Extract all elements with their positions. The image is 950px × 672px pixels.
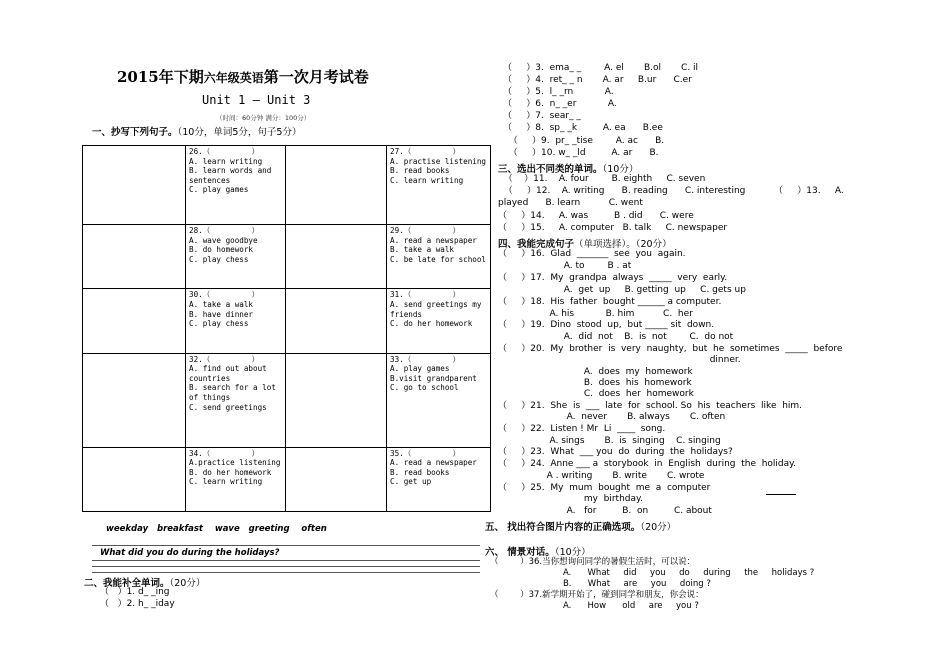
writing-line — [92, 566, 480, 567]
question-20-option-a: A. does my homework — [498, 367, 693, 377]
question-7: （ ）7. sear_ _ — [503, 111, 581, 121]
question-20-option-c: C. does her homework — [498, 389, 694, 399]
question-8: （ ）8. sp_ _k A. ea B.ee — [503, 123, 663, 133]
question-30-options: 30.（ ） A. take a walk B. have dinner C. play chess — [189, 290, 260, 329]
question-24: （ ）24. Anne ___ a storybook in English during the holiday. — [498, 459, 797, 469]
question-4: （ ）4. ret_ _ n A. ar B.ur C.er — [503, 75, 692, 85]
section2-title: 二、我能补全单词。 — [84, 578, 170, 589]
question-31-options: 31.（ ） A. send greetings my friends C. do her homework — [390, 290, 482, 329]
section6-title: 六、 情景对话。 — [485, 547, 555, 558]
section6-points: （10分） — [554, 547, 591, 558]
section2-points: （20分） — [169, 578, 206, 589]
question-18: （ ）18. His father bought ______ a computer. — [498, 297, 722, 307]
section3-title: 三、选出不同类的单词。 — [498, 164, 603, 175]
section1-points: （10分，单词5分，句子5分） — [177, 127, 302, 138]
question-15: （ ）15. A. computer B. talk C. newspaper — [498, 223, 728, 233]
section4-points: （单项选择）。（20分） — [574, 239, 672, 250]
section1-title: 一、抄写下列句子。 — [92, 127, 178, 138]
choice-cell — [186, 289, 286, 353]
question-3: （ ）3. ema_ _ A. el B.ol C. il — [503, 63, 699, 73]
question-14: （ ）14. A. was B . did C. were — [498, 211, 694, 221]
copy-words: weekday breakfast wave greeting often — [106, 524, 327, 534]
question-33-options: 33.（ ） A. play games B.visit grandparent C. go to school — [390, 354, 477, 393]
question-27-options: 27.（ ） A. practise listening B. read books C. learn writing — [390, 147, 487, 185]
question-19: （ ）19. Dino stood up, but _____ sit down. — [498, 320, 715, 330]
question-37-option-a: A. How old are you ? — [490, 601, 699, 611]
writing-line — [92, 572, 480, 573]
picture-cell — [83, 225, 186, 289]
copy-sentence: What did you do during the holidays? — [100, 548, 280, 558]
section3-points: （10分） — [602, 164, 639, 175]
question-12-13: （ ）12. A. writing B. reading C. interesting （ ）13. A. — [498, 186, 844, 196]
time-score-note: （时间：60分钟 满分：100分） — [216, 114, 311, 122]
question-22: （ ）22. Listen ! Mr Li ____ song. — [498, 424, 666, 434]
question-21: （ ）21. She is ___ late for school. So his teachers like him. — [498, 401, 803, 411]
question-36: （ ）36.当你想询问同学的暑假生活时，可以说： — [490, 557, 696, 567]
picture-cell — [286, 146, 387, 225]
writing-line — [92, 560, 480, 561]
choice-cell — [387, 447, 491, 511]
question-18-options: A. his B. him C. her — [498, 309, 693, 319]
question-17: （ ）17. My grandpa always _____ very early. — [498, 273, 728, 283]
question-20-cont: dinner. — [498, 355, 741, 365]
section3-heading — [498, 161, 638, 175]
question-19-options: A. did not B. is not C. do not — [498, 332, 734, 342]
picture-cell — [286, 353, 387, 447]
question-35-options: 35.（ ） A. read a newspaper B. read books C. get up — [390, 448, 477, 487]
choice-cell — [186, 353, 286, 447]
choice-cell — [387, 146, 491, 225]
question-16: （ ）16. Glad _______ see you again. — [498, 249, 686, 259]
section4-heading — [498, 236, 672, 250]
picture-choice-grid — [82, 145, 491, 512]
question-25-options: A. for B. on C. about — [498, 506, 712, 516]
question-11: （ ）11. A. four B. eighth C. seven — [498, 174, 706, 184]
picture-cell — [83, 447, 186, 511]
title-part-year: 2015年下期 — [117, 68, 204, 86]
exam-title — [117, 66, 369, 87]
question-9: （ ）9. pr_ _tise A. ac B. — [503, 136, 665, 146]
section6-heading — [485, 544, 591, 558]
question-13-options: played B. learn C. went — [498, 198, 643, 208]
section5-title: 五、 找出符合图片内容的正确选项。 — [485, 522, 641, 533]
picture-cell — [286, 289, 387, 353]
title-part-grade: 六年级英语 — [203, 71, 264, 85]
question-17-options: A. get up B. getting up C. gets up — [498, 285, 746, 295]
question-22-options: A. sings B. is singing C. singing — [498, 436, 721, 446]
question-6: （ ）6. n_ _er A. — [503, 99, 617, 109]
question-10: （ ）10. w_ _ld A. ar B. — [503, 148, 659, 158]
question-25: （ ）25. My mum bought me a computer — [498, 483, 711, 493]
question-20: （ ）20. My brother is very naughty, but he sometimes _____ before — [498, 344, 843, 354]
question-29-options: 29.（ ） A. read a newspaper B. take a walk C. be late for school — [390, 226, 487, 264]
writing-line — [92, 545, 480, 546]
choice-cell — [387, 225, 491, 289]
question-23: （ ）23. What ___ you do during the holidays? — [498, 447, 733, 457]
question-36-option-b: B. What are you doing ? — [490, 579, 711, 589]
choice-cell — [387, 353, 491, 447]
answer-blank-line — [766, 494, 796, 495]
section4-title: 四、我能完成句子 — [498, 239, 575, 250]
question-34-options: 34.（ ） A.practice listening B. do her homework C. learn writing — [189, 448, 281, 487]
question-25-cont: my birthday. — [498, 494, 643, 504]
question-21-options: A. never B. always C. often — [498, 412, 726, 422]
question-28-options: 28.（ ） A. wave goodbye B. do homework C. play chess — [189, 226, 260, 264]
question-5: （ ）5. l_ _rn A. — [503, 87, 614, 97]
picture-cell — [286, 225, 387, 289]
picture-cell — [83, 353, 186, 447]
question-2: （ ）2. h_ _iday — [100, 599, 175, 609]
picture-cell — [83, 146, 186, 225]
title-part-exam: 第一次月考试卷 — [263, 68, 369, 86]
question-1: （ ）1. d_ _ing — [100, 587, 170, 597]
question-16-options: A. to B . at — [498, 261, 632, 271]
units-subtitle: Unit 1 – Unit 3 — [202, 93, 311, 107]
picture-cell — [286, 447, 387, 511]
question-36-option-a: A. What did you do during the holidays ? — [490, 568, 815, 578]
choice-cell — [387, 289, 491, 353]
section5-points: （20分） — [640, 522, 677, 533]
question-26-options: 26.（ ） A. learn writing B. learn words and sentences C. play games — [189, 147, 272, 195]
question-37: （ ）37.新学期开始了，碰到同学和朋友，你会说： — [490, 590, 704, 600]
question-20-option-b: B. does his homework — [498, 378, 692, 388]
picture-cell — [83, 289, 186, 353]
question-24-options: A . writing B. write C. wrote — [498, 471, 705, 481]
choice-cell — [186, 225, 286, 289]
section5-heading — [485, 519, 676, 533]
choice-cell — [186, 146, 286, 225]
section1-heading — [92, 124, 301, 138]
choice-cell — [186, 447, 286, 511]
question-32-options: 32.（ ） A. find out about countries B. search for a lot of things C. send greetings — [189, 354, 276, 412]
